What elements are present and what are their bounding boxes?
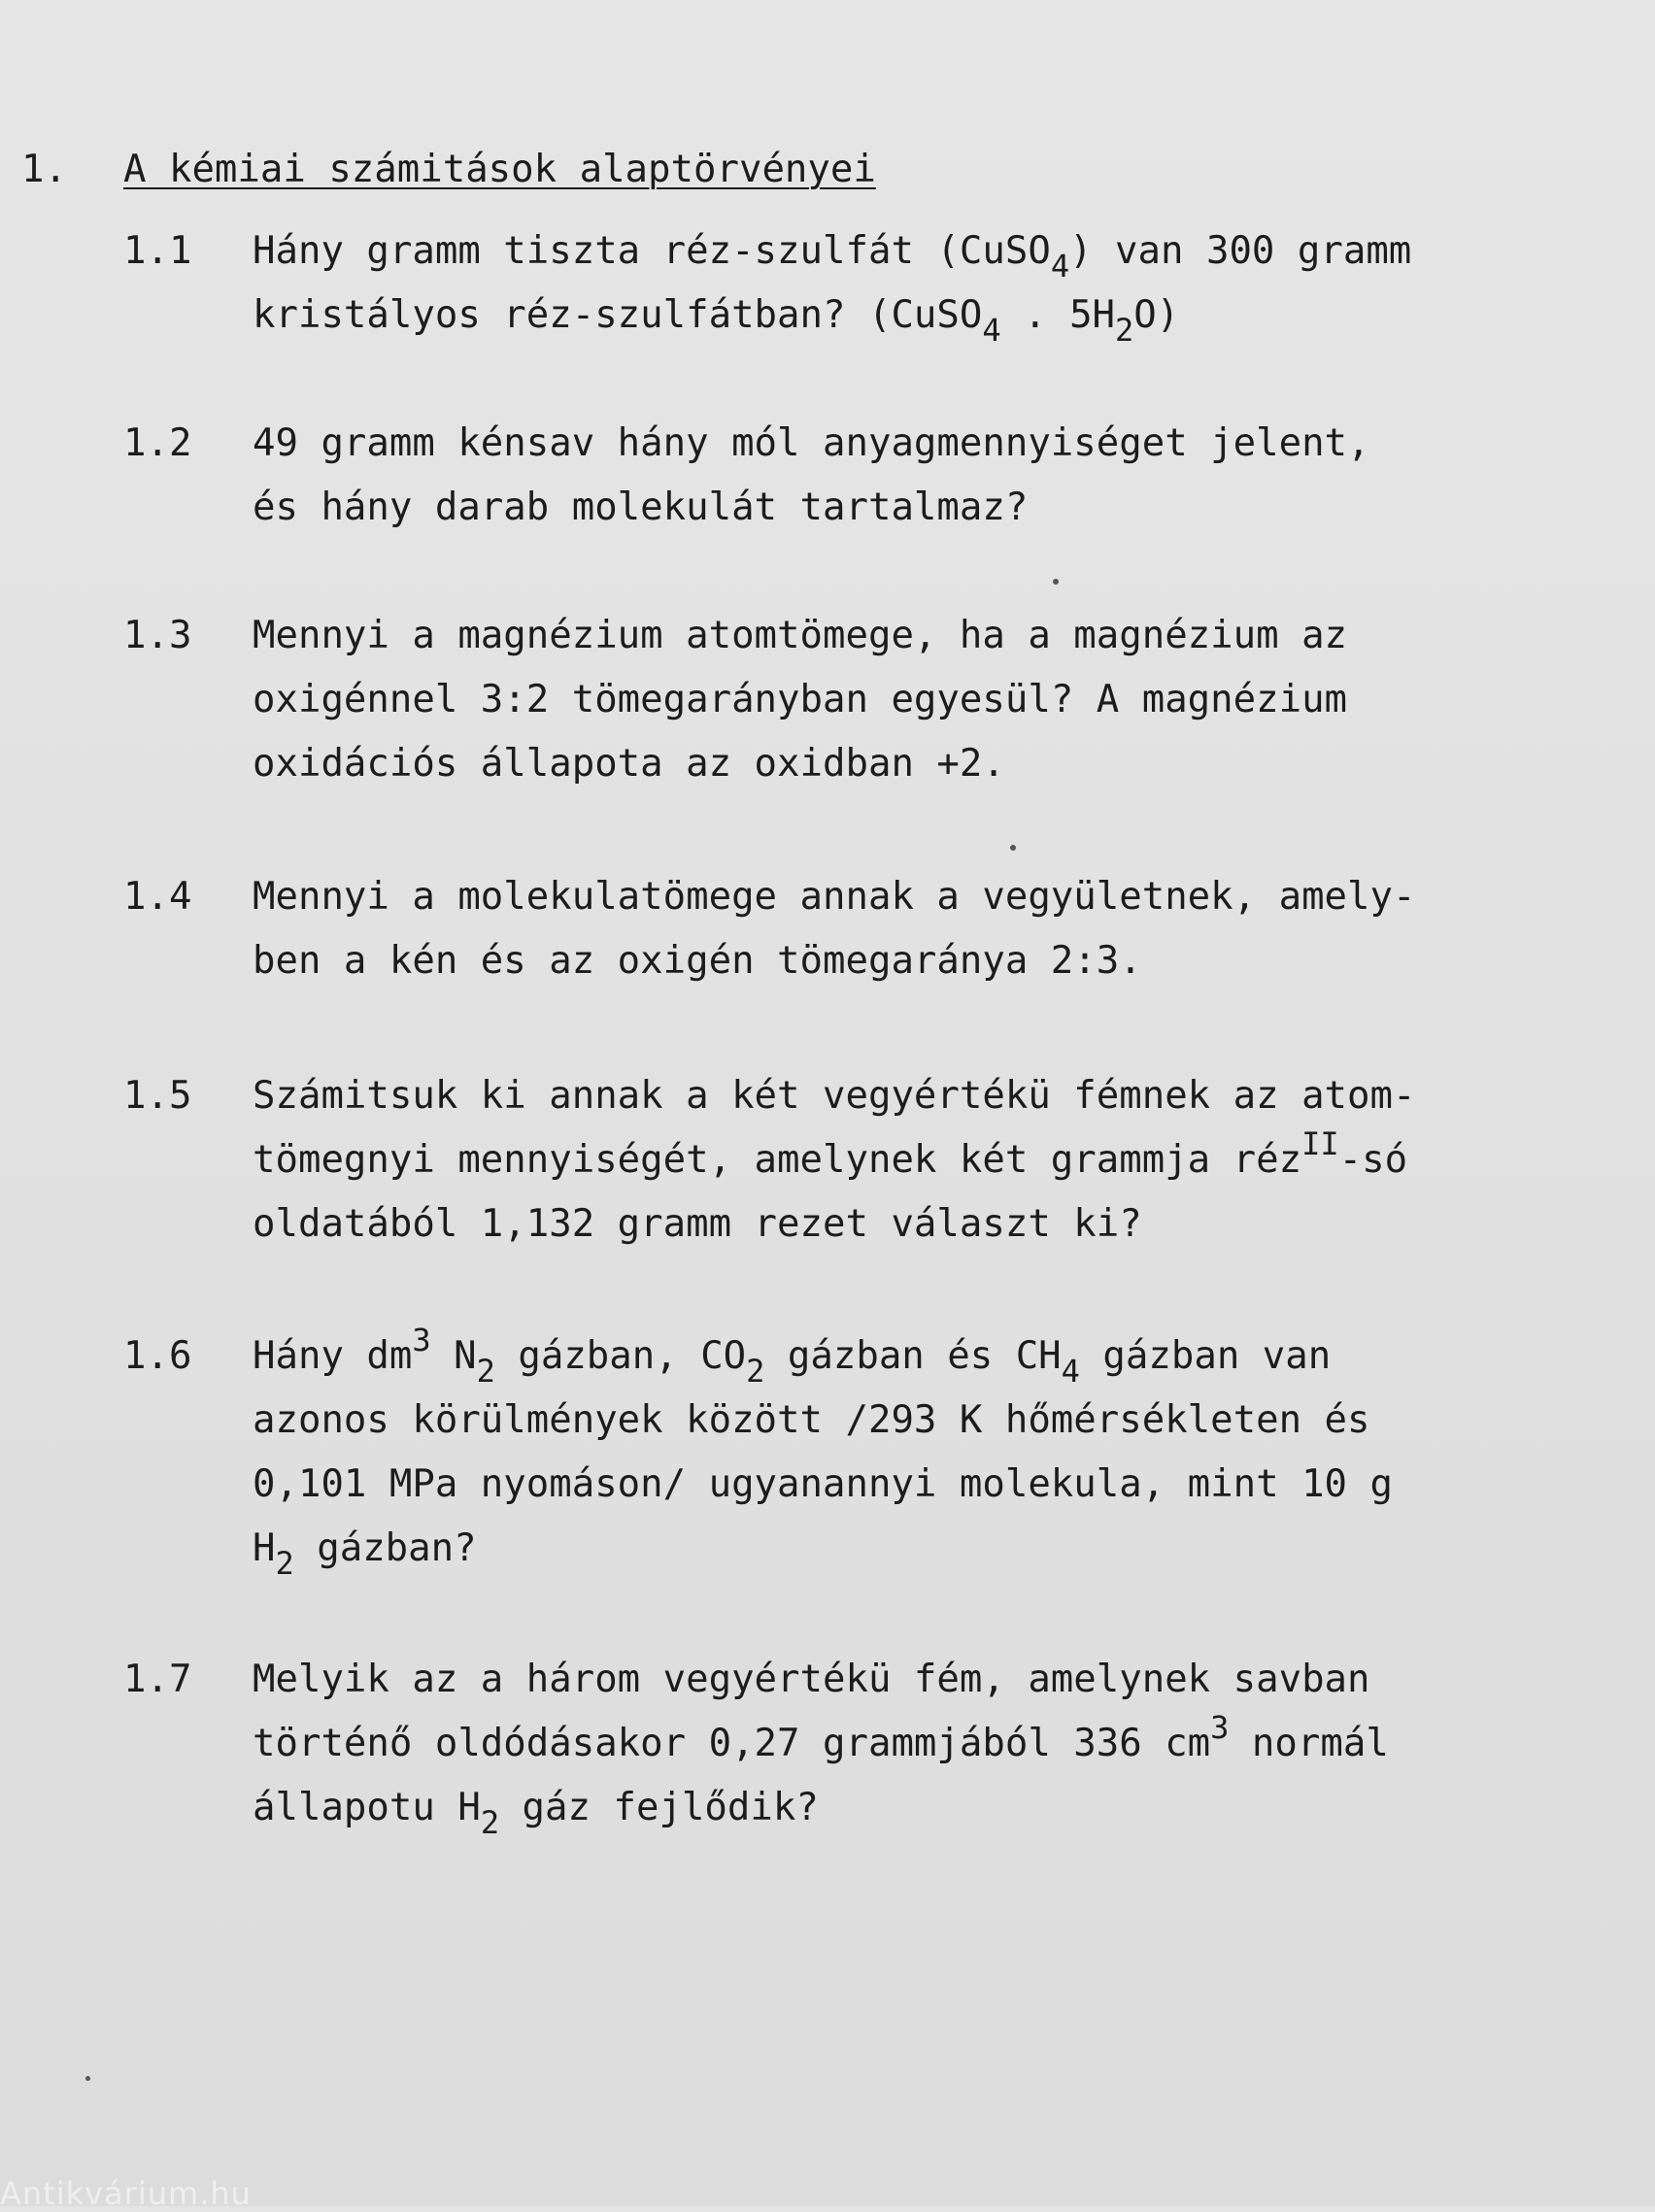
exercise-number: 1.4 (123, 875, 192, 919)
exercise-line: kristályos réz-szulfátban? (CuSO$_4$ . $5H_2O$) (253, 293, 1180, 349)
exercise-line: 49 gramm kénsav hány mól anyagmennyiséget jelent, (253, 421, 1370, 465)
exercise-text (253, 219, 1641, 348)
exercise-number: 1.2 (123, 421, 192, 465)
exercise-line: azonos körülmények között /293 K hőmérsékleten és (253, 1398, 1370, 1442)
exercise-text (253, 1648, 1641, 1840)
exercise-number: 1.7 (123, 1658, 192, 1701)
paper-speck (1053, 579, 1059, 585)
exercise-number: 1.6 (123, 1334, 192, 1378)
exercise-text (253, 412, 1641, 540)
exercise-line: $H_2$ gázban? (253, 1526, 477, 1582)
exercise-line: oxidációs állapota az oxidban +2. (253, 742, 1005, 786)
exercise-line: Számitsuk ki annak a két vegyértékü fémnek az atom- (253, 1074, 1416, 1118)
exercise-number: 1.1 (123, 229, 192, 273)
chapter-number: 1. (21, 148, 67, 191)
exercise-line: történő oldódásakor 0,27 grammjából 336 $cm^3$ normál (253, 1709, 1389, 1765)
exercise-line: 0,101 MPa nyomáson/ ugyanannyi molekula, mint 10 g (253, 1462, 1393, 1506)
exercise-text (253, 1324, 1641, 1581)
exercise-text (253, 865, 1641, 993)
exercise-line: ben a kén és az oxigén tömegaránya 2:3. (253, 939, 1142, 983)
exercise-line: oldatából 1,132 gramm rezet választ ki? (253, 1202, 1142, 1246)
chapter-title: A kémiai számitások alaptörvényei (123, 148, 876, 191)
watermark: Antikvárium.hu (0, 2175, 252, 2212)
exercise-line: Hány $dm^3$ $N_2$ gázban, $CO_2$ gázban és $CH_4$ gázban van (253, 1322, 1332, 1390)
exercise-line: oxigénnel 3:2 tömegarányban egyesül? A magnézium (253, 678, 1348, 721)
exercise-line: Hány gramm tiszta réz-szulfát (CuSO$_4$) van 300 gramm (253, 229, 1412, 285)
exercise-line: Mennyi a molekulatömege annak a vegyületnek, amely- (253, 875, 1416, 919)
exercise-number: 1.5 (123, 1074, 192, 1118)
exercise-line: tömegnyi mennyiségét, amelynek két grammja réz$^{II}$-só (253, 1125, 1408, 1182)
exercise-line: és hány darab molekulát tartalmaz? (253, 486, 1029, 529)
exercise-line: állapotu $H_2$ gáz fejlődik? (253, 1786, 819, 1841)
paper-speck (1010, 845, 1016, 851)
exercise-text (253, 604, 1641, 796)
paper-speck (85, 2076, 90, 2081)
exercise-line: Mennyi a magnézium atomtömege, ha a magnézium az (253, 614, 1348, 657)
exercise-number: 1.3 (123, 614, 192, 657)
exercise-text (253, 1064, 1641, 1257)
exercise-line: Melyik az a három vegyértékü fém, amelynek savban (253, 1658, 1370, 1701)
